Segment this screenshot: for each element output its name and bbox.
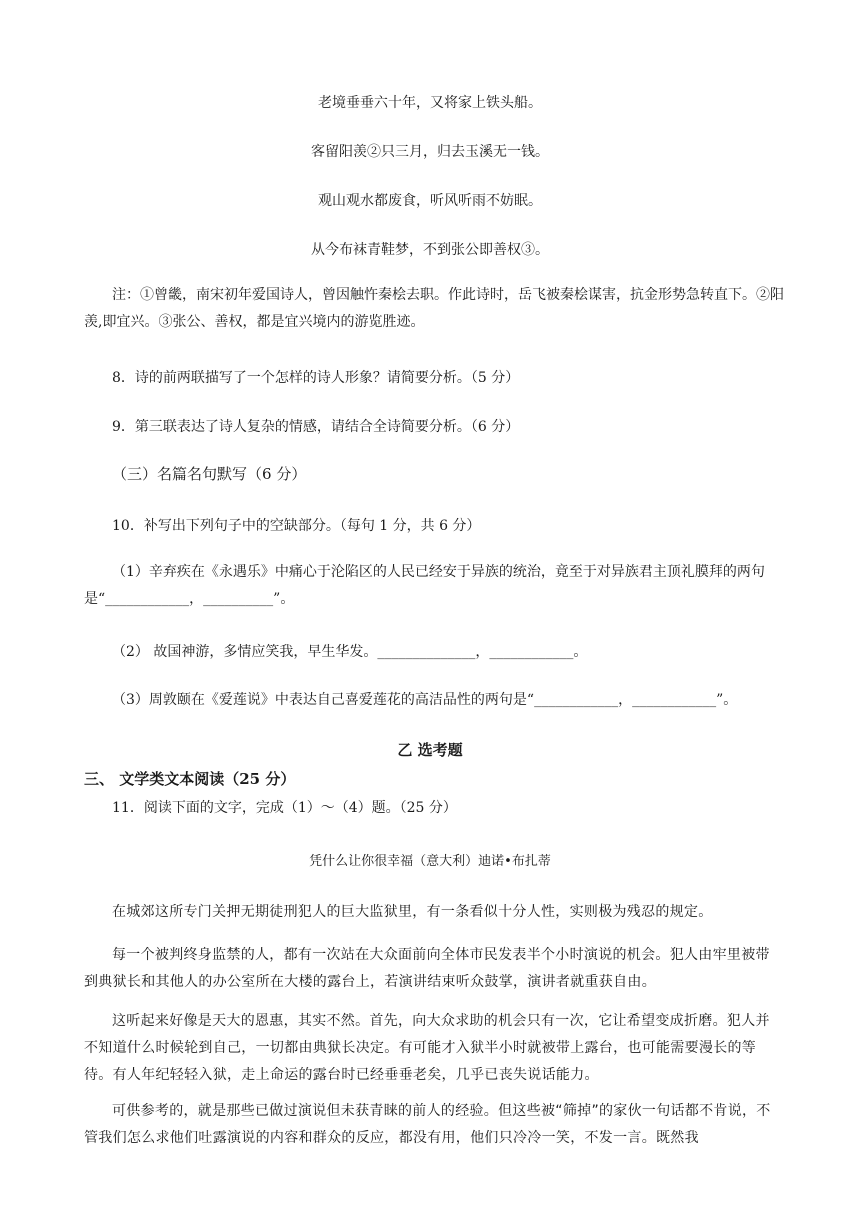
- question-9: 9．第三联表达了诗人复杂的情感，请结合全诗简要分析。（6 分）: [112, 419, 520, 435]
- section-heading-famous-lines: （三）名篇名句默写（6 分）: [112, 465, 307, 483]
- poem-line-4: 从今布袜青鞋梦，不到张公即善权③。: [311, 242, 549, 258]
- question-8: 8．诗的前两联描写了一个怎样的诗人形象？请简要分析。（5 分）: [112, 370, 520, 386]
- question-10-part-3: （3）周敦颐在《爱莲说》中表达自己喜爱莲花的高洁品性的两句是“____________，____________”。: [112, 692, 738, 708]
- poem-note: 注：①曾畿，南宋初年爱国诗人，曾因触忤秦桧去职。作此诗时，岳飞被秦桧谋害，抗金形势急转直下。②阳羡,即宜兴。③张公、善权，都是宜兴境内的游览胜迹。: [84, 287, 784, 330]
- poem-line-3: 观山观水都废食，听风听雨不妨眠。: [318, 193, 542, 209]
- story-paragraph-2: 每一个被判终身监禁的人，都有一次站在大众面前向全体市民发表半个小时演说的机会。犯人由牢里被带到典狱长和其他人的办公室所在大楼的露台上，若演讲结束听众鼓掌，演讲者就重获自由。: [84, 947, 770, 990]
- question-10-part-2: （2） 故国神游，多情应笑我，早生华发。______________，____________。: [112, 644, 588, 660]
- story-paragraph-3: 这听起来好像是天大的恩惠，其实不然。首先，向大众求助的机会只有一次，它让希望变成折磨。犯人并不知道什么时候轮到自己，一切都由典狱长决定。有可能才入狱半小时就被带上露台，也可能需要漫长的等待。有人年纪轻轻入狱，走上命运的露台时已经垂垂老矣，几乎已丧失说话能力。: [84, 1013, 770, 1083]
- question-10: 10．补写出下列句子中的空缺部分。（每句 1 分，共 6 分）: [112, 518, 481, 534]
- part-b-title: 乙 选考题: [397, 741, 463, 759]
- poem-line-2: 客留阳羡②只三月，归去玉溪无一钱。: [311, 144, 549, 160]
- story-title: 凭什么让你很幸福（意大利）迪诺•布扎蒂: [309, 854, 551, 869]
- section-heading-literary: 三、 文学类文本阅读（25 分）: [84, 770, 296, 788]
- story-paragraph-4: 可供参考的，就是那些已做过演说但未获青睐的前人的经验。但这些被“筛掉”的家伙一句话都不肯说，不管我们怎么求他们吐露演说的内容和群众的反应，都没有用，他们只冷冷一笑，不发一言。既然我: [84, 1103, 771, 1146]
- question-10-part-1: （1）辛弃疾在《永遇乐》中痛心于沦陷区的人民已经安于异族的统治，竟至于对异族君主顶礼膜拜的两句是“____________，__________”。: [84, 564, 765, 607]
- question-11: 11．阅读下面的文字，完成（1）～（4）题。（25 分）: [112, 800, 457, 816]
- story-paragraph-1: 在城郊这所专门关押无期徒刑犯人的巨大监狱里，有一条看似十分人性，实则极为残忍的规定。: [112, 904, 713, 920]
- poem-line-1: 老境垂垂六十年，又将家上铁头船。: [318, 95, 542, 111]
